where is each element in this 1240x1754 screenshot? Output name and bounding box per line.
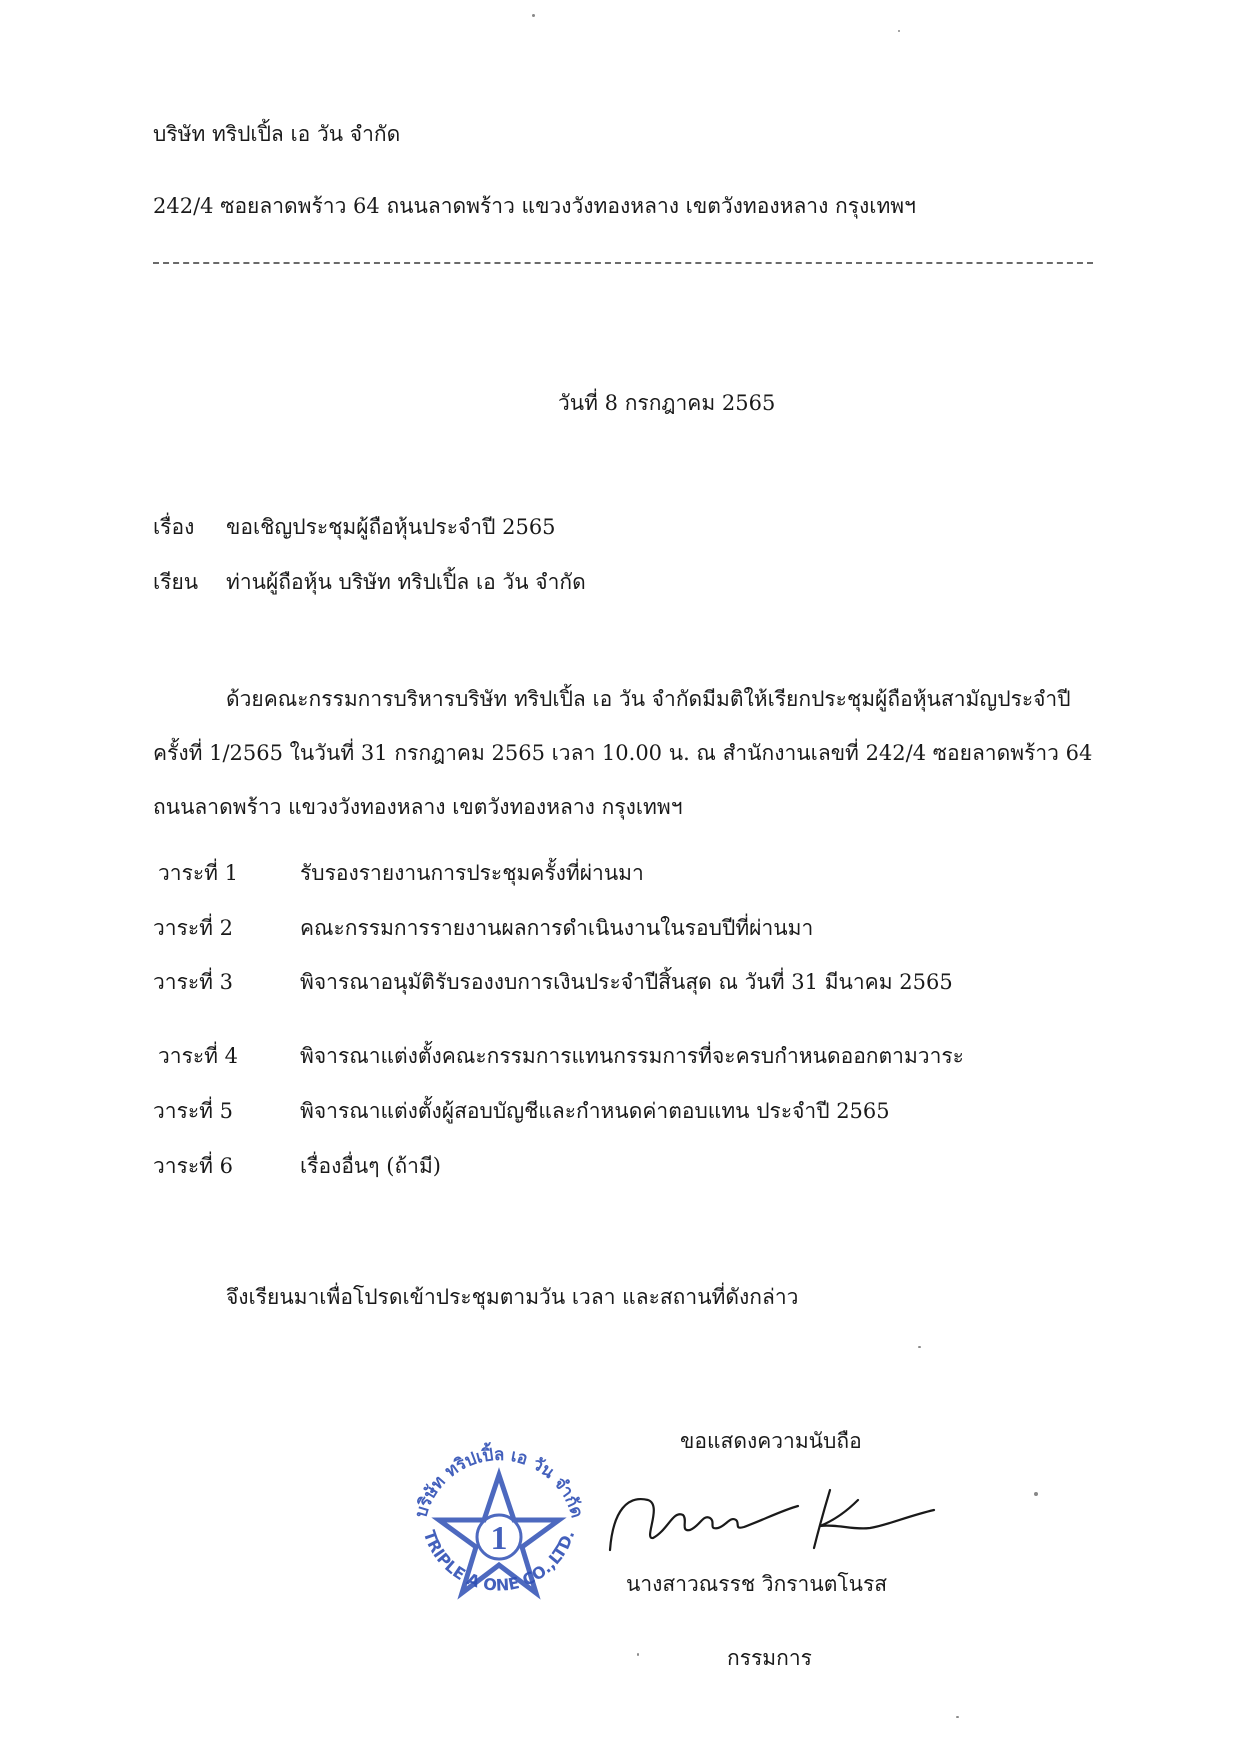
agenda-item-text: พิจารณาแต่งตั้งผู้สอบบัญชีและกำหนดค่าตอบแทน ประจำปี 2565	[300, 1099, 890, 1123]
company-name: บริษัท ทริปเปิ้ล เอ วัน จำกัด	[153, 122, 401, 146]
regards-text: ขอแสดงความนับถือ	[680, 1429, 862, 1453]
recipient-text: ท่านผู้ถือหุ้น บริษัท ทริปเปิ้ล เอ วัน จำกัด	[226, 570, 586, 594]
letter-date: วันที่ 8 กรกฎาคม 2565	[558, 391, 776, 415]
seal-center-number: 1	[490, 1520, 508, 1557]
recipient-label: เรียน	[153, 570, 199, 594]
agenda-item-label: วาระที่ 1	[158, 861, 239, 885]
subject-text: ขอเชิญประชุมผู้ถือหุ้นประจำปี 2565	[226, 515, 556, 539]
signature-icon	[608, 1470, 938, 1560]
agenda-item-label: วาระที่ 3	[153, 970, 234, 994]
company-address: 242/4 ซอยลาดพร้าว 64 ถนนลาดพร้าว แขวงวังทองหลาง เขตวังทองหลาง กรุงเทพฯ	[153, 194, 916, 218]
body-line: ด้วยคณะกรรมการบริหารบริษัท ทริปเปิ้ล เอ วัน จำกัดมีมติให้เรียกประชุมผู้ถือหุ้นสามัญประจำปี	[226, 687, 1071, 711]
scan-speck	[898, 30, 900, 32]
signer-name: นางสาวณรรช วิกรานตโนรส	[626, 1572, 888, 1596]
seal-english-text: TRIPLE A ONE CO.,LTD.	[419, 1527, 579, 1595]
body-line: ถนนลาดพร้าว แขวงวังทองหลาง เขตวังทองหลาง กรุงเทพฯ	[153, 795, 683, 819]
scan-speck	[956, 1716, 959, 1718]
signer-title: กรรมการ	[727, 1646, 812, 1670]
subject-label: เรื่อง	[153, 515, 195, 539]
scan-speck	[918, 1346, 921, 1348]
agenda-item-text: เรื่องอื่นๆ (ถ้ามี)	[300, 1154, 441, 1178]
scan-speck	[532, 14, 535, 17]
company-seal-icon	[394, 1425, 604, 1635]
agenda-item-text: คณะกรรมการรายงานผลการดำเนินงานในรอบปีที่ผ่านมา	[300, 916, 814, 940]
body-line: ครั้งที่ 1/2565 ในวันที่ 31 กรกฎาคม 2565 เวลา 10.00 น. ณ สำนักงานเลขที่ 242/4 ซอยลาดพร้าว 64	[153, 741, 1093, 765]
agenda-item-text: รับรองรายงานการประชุมครั้งที่ผ่านมา	[300, 861, 644, 885]
scan-speck	[637, 1653, 639, 1656]
agenda-item-label: วาระที่ 4	[158, 1044, 239, 1068]
agenda-item-text: พิจารณาแต่งตั้งคณะกรรมการแทนกรรมการที่จะครบกำหนดออกตามวาระ	[300, 1044, 964, 1068]
agenda-item-label: วาระที่ 2	[153, 916, 234, 940]
closing-sentence: จึงเรียนมาเพื่อโปรดเข้าประชุมตามวัน เวลา และสถานที่ดังกล่าว	[226, 1285, 799, 1309]
agenda-item-text: พิจารณาอนุมัติรับรองงบการเงินประจำปีสิ้นสุด ณ วันที่ 31 มีนาคม 2565	[300, 970, 953, 994]
agenda-item-label: วาระที่ 6	[153, 1154, 234, 1178]
header-divider	[153, 262, 1093, 264]
scan-speck	[1034, 1492, 1038, 1496]
seal-thai-text: บริษัท ทริปเปิ้ล เอ วัน จำกัด	[411, 1444, 587, 1521]
agenda-item-label: วาระที่ 5	[153, 1099, 234, 1123]
